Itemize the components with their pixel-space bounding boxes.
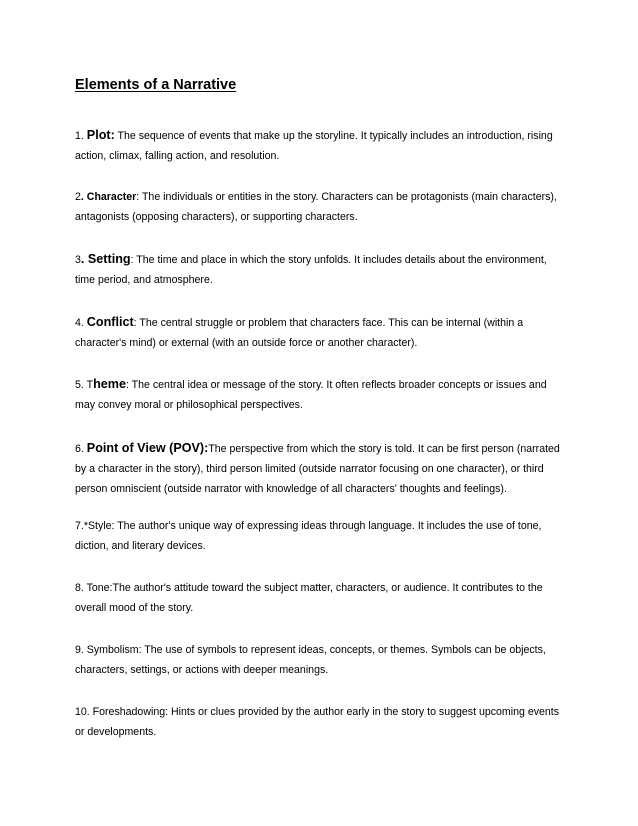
item-description: The sequence of events that make up the storyline. It typically includes an introduction, rising action, climax, falling action, and resolution. (75, 130, 553, 162)
item-number: 2 (75, 191, 81, 203)
element-item-character (75, 187, 567, 227)
item-number: 1. (75, 130, 84, 142)
item-description: The perspective from which the story is told. It can be first person (narrated by a character in the story), third person limited (outside narrator focusing on one character), or third person omniscient (outside narrator with knowledge of all characters' thoughts and feelings). (75, 443, 560, 495)
item-number: 5. T (75, 379, 94, 391)
item-term: . Setting (80, 252, 131, 266)
item-description: : The central struggle or problem that characters face. This can be internal (within a character's mind) or external (with an outside force or another character). (75, 317, 524, 349)
element-item-plot (75, 125, 567, 166)
element-item-conflict (75, 312, 567, 353)
item-term: heme (93, 377, 126, 391)
element-item-theme (75, 374, 567, 415)
element-item-point-of-view (75, 438, 567, 499)
item-term: Point of View (POV): (86, 441, 209, 455)
item-description: : The central idea or message of the story. It often reflects broader concepts or issues and may convey moral or philosophical perspectives. (75, 379, 547, 411)
element-item-symbolism: 9. Symbolism: The use of symbols to represent ideas, concepts, or themes. Symbols can be objects, characters, settings, or actions with deeper meanings. (75, 644, 546, 676)
document-title: Elements of a Narrative (75, 77, 237, 93)
item-number: 6. (75, 443, 84, 455)
item-number: 3 (75, 254, 81, 266)
item-term: . Character (80, 191, 137, 203)
element-item-style: 7.*Style: The author's unique way of expressing ideas through language. It includes the use of tone, diction, and literary devices. (75, 520, 542, 552)
item-term: Conflict (86, 315, 134, 329)
item-number: 4. (75, 317, 84, 329)
element-item-foreshadowing: 10. Foreshadowing: Hints or clues provided by the author early in the story to suggest upcoming events or developments. (75, 706, 560, 738)
item-description: : The time and place in which the story unfolds. It includes details about the environment, time period, and atmosphere. (75, 254, 547, 286)
element-item-setting (75, 249, 567, 290)
item-description: : The individuals or entities in the story. Characters can be protagonists (main characters), antagonists (opposing characters), or supporting characters. (75, 191, 557, 223)
item-term: Plot: (86, 128, 115, 142)
element-item-tone: 8. Tone:The author's attitude toward the subject matter, characters, or audience. It contributes to the overall mood of the story. (75, 582, 543, 614)
